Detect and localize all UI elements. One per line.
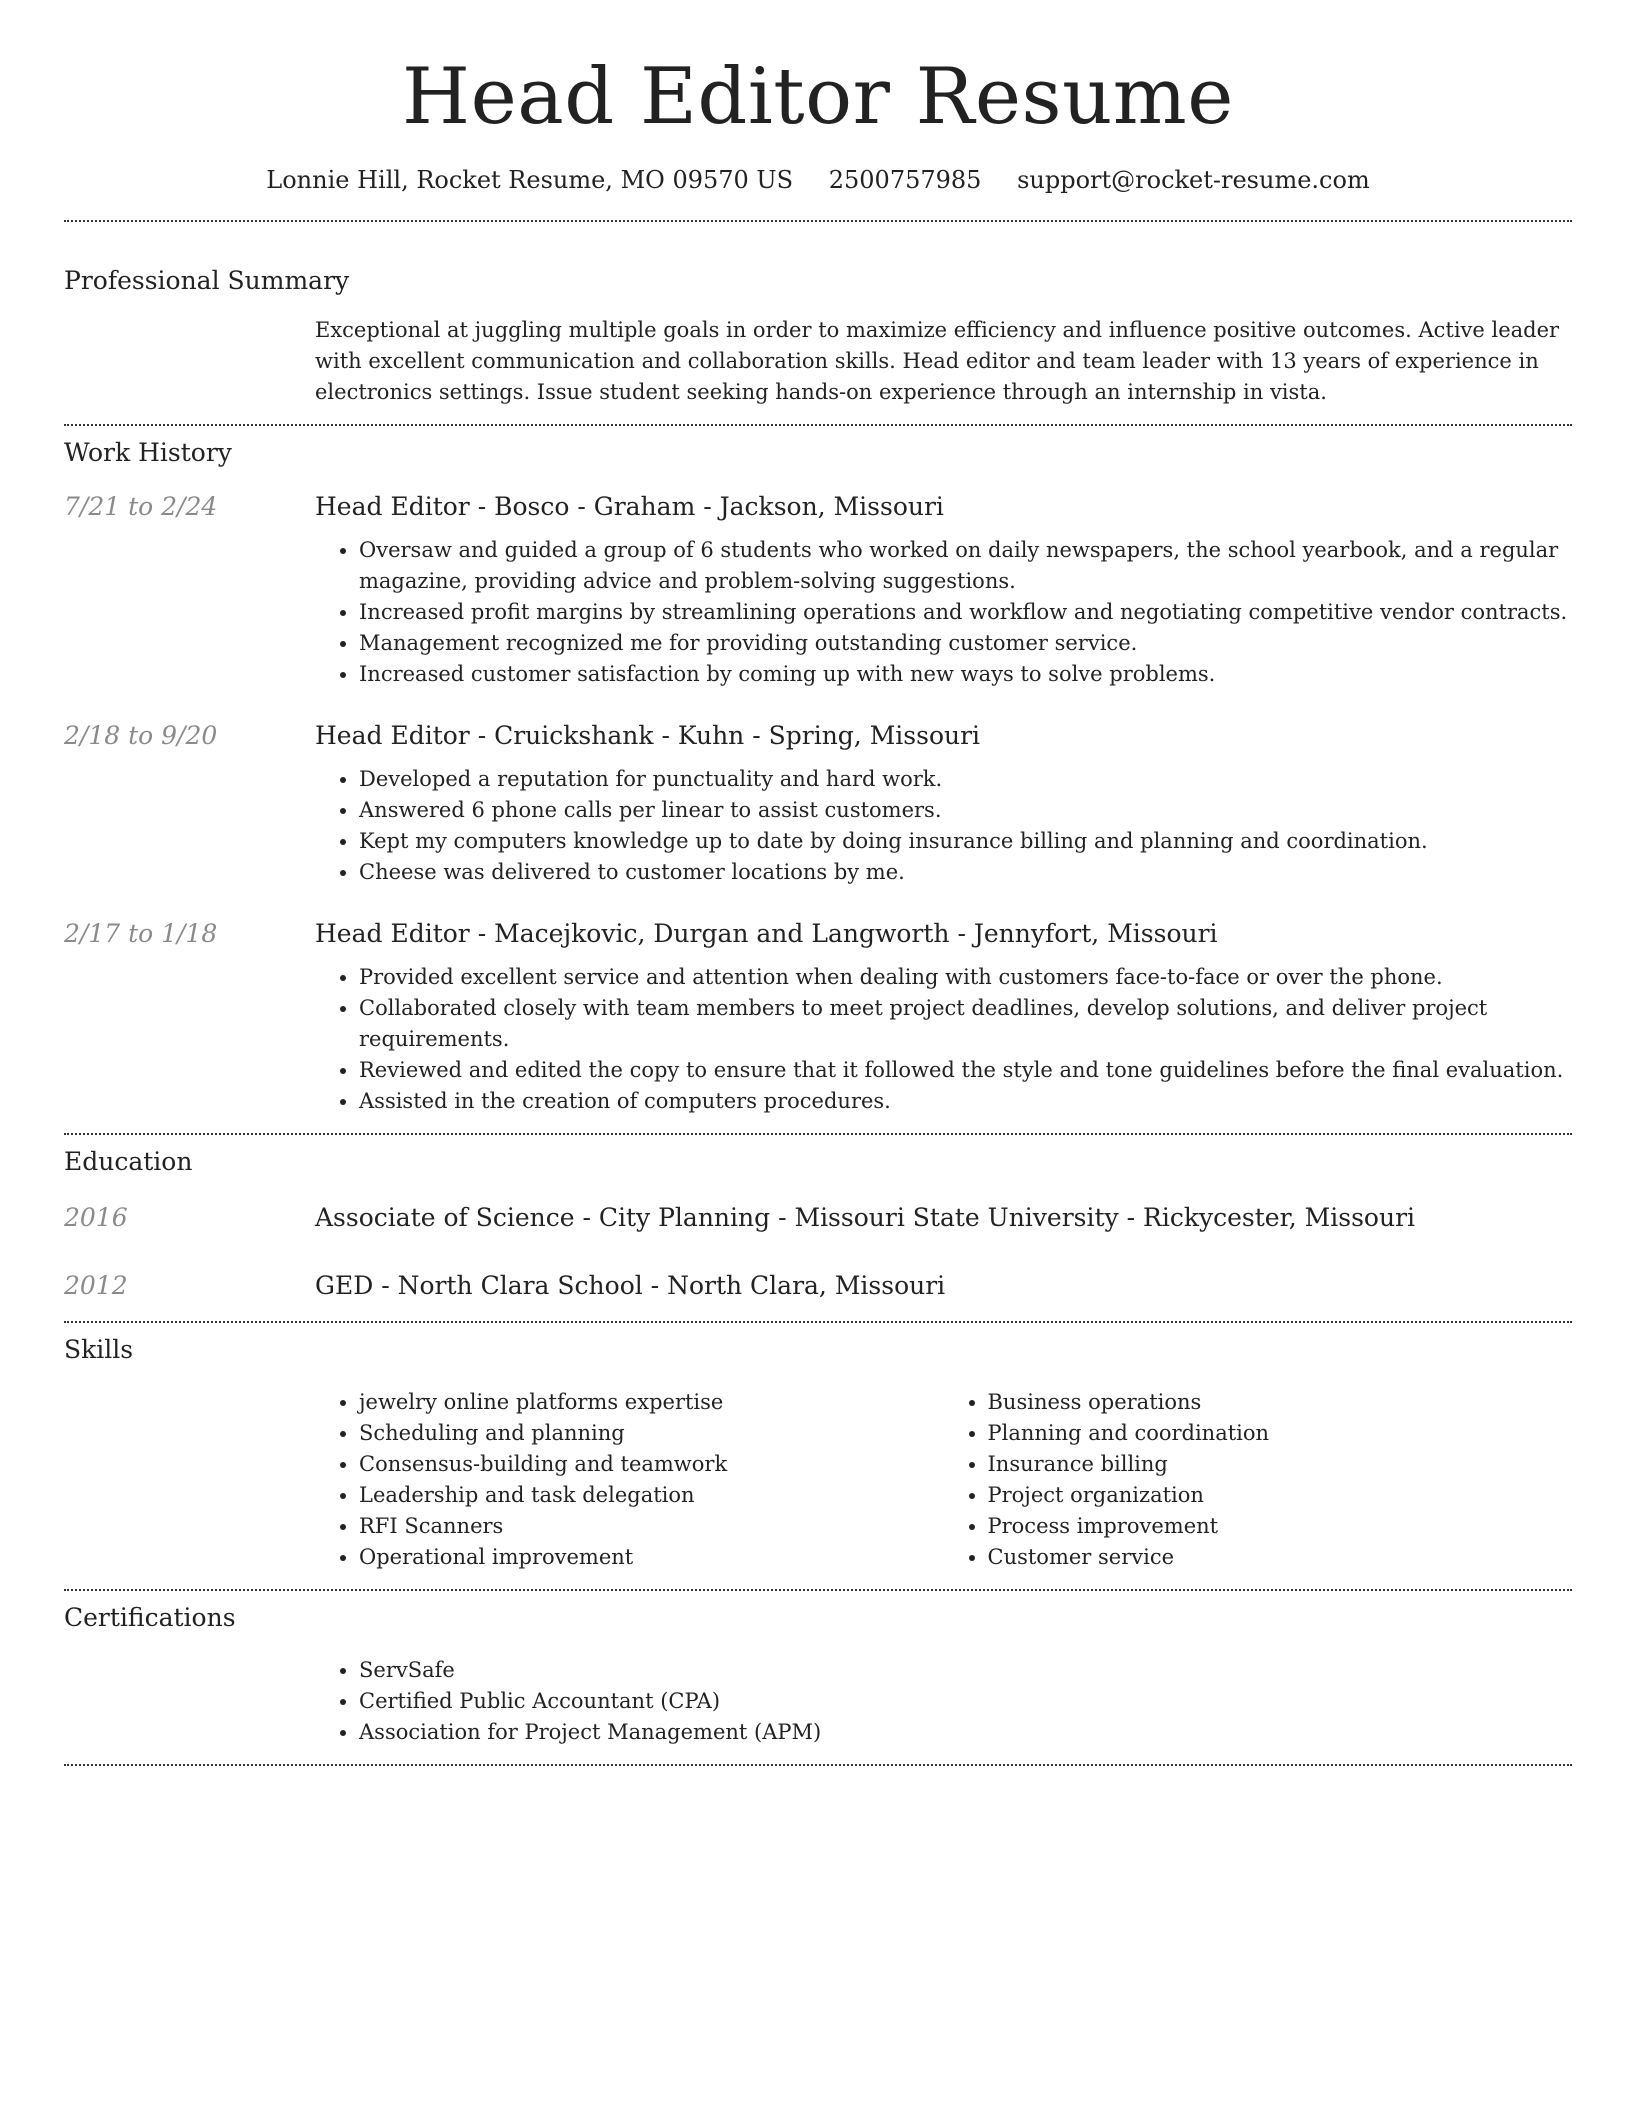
job-bullets [315, 535, 1572, 690]
job-dates: 2/18 to 9/20 [64, 720, 218, 750]
divider [64, 1764, 1572, 1766]
skill-item: • RFI Scanners [359, 1511, 944, 1542]
job-dates: 2/17 to 1/18 [64, 918, 218, 948]
certification-item: • Certified Public Accountant (CPA) [359, 1686, 1572, 1717]
skill-item: • Consensus-building and teamwork [359, 1449, 944, 1480]
education-year: 2012 [64, 1270, 128, 1300]
skills-list-right [944, 1387, 1573, 1573]
contact-line [64, 166, 1572, 195]
education-text: GED - North Clara School - North Clara, Missouri [315, 1270, 946, 1300]
divider [64, 424, 1572, 426]
job-title: Head Editor - Macejkovic, Durgan and Langworth - Jennyfort, Missouri [315, 918, 1218, 948]
work-history-heading: Work History [64, 437, 232, 467]
skill-item: • jewelry online platforms expertise [359, 1387, 944, 1418]
education-year: 2016 [64, 1202, 128, 1232]
job-title: Head Editor - Cruickshank - Kuhn - Spring, Missouri [315, 720, 981, 750]
skill-item: • Process improvement [988, 1511, 1573, 1542]
skill-item: • Business operations [988, 1387, 1573, 1418]
job-bullet: • Cheese was delivered to customer locations by me. [359, 857, 1572, 888]
skill-item: • Scheduling and planning [359, 1418, 944, 1449]
contact-phone: 2500757985 [828, 166, 982, 194]
education-entry [64, 1271, 1572, 1301]
job-bullet: • Developed a reputation for punctuality and hard work. [359, 764, 1572, 795]
summary-heading: Professional Summary [64, 265, 350, 295]
skills-heading: Skills [64, 1334, 134, 1364]
job-bullet: • Oversaw and guided a group of 6 students who worked on daily newspapers, the school yearbook, and a regular magazine, providing advice and problem-solving suggestions. [359, 535, 1572, 597]
job-entry [64, 492, 1572, 690]
job-entry [64, 721, 1572, 888]
certifications-section [64, 1603, 1572, 1748]
job-bullet: • Answered 6 phone calls per linear to assist customers. [359, 795, 1572, 826]
education-section [64, 1147, 1572, 1301]
summary-section [64, 266, 1572, 408]
job-bullets [315, 962, 1572, 1117]
divider [64, 1321, 1572, 1323]
job-bullet: • Increased profit margins by streamlining operations and workflow and negotiating competitive vendor contracts. [359, 597, 1572, 628]
certifications-heading: Certifications [64, 1602, 236, 1632]
divider [64, 1133, 1572, 1135]
job-dates: 7/21 to 2/24 [64, 491, 218, 521]
resume-title: Head Editor Resume [402, 52, 1234, 142]
skill-item: • Operational improvement [359, 1542, 944, 1573]
job-bullet: • Kept my computers knowledge up to date by doing insurance billing and planning and coordination. [359, 826, 1572, 857]
education-text: Associate of Science - City Planning - Missouri State University - Rickycester, Missouri [315, 1202, 1416, 1232]
job-bullet: • Reviewed and edited the copy to ensure that it followed the style and tone guidelines before the final evaluation. [359, 1055, 1572, 1086]
skill-item: • Planning and coordination [988, 1418, 1573, 1449]
certification-item: • ServSafe [359, 1655, 1572, 1686]
education-heading: Education [64, 1146, 193, 1176]
job-bullet: • Provided excellent service and attention when dealing with customers face-to-face or over the phone. [359, 962, 1572, 993]
job-bullet: • Assisted in the creation of computers procedures. [359, 1086, 1572, 1117]
skills-list-left [315, 1387, 944, 1573]
education-entry [64, 1203, 1572, 1233]
job-bullet: • Collaborated closely with team members to meet project deadlines, develop solutions, and deliver project requirements. [359, 993, 1572, 1055]
job-entry [64, 919, 1572, 1117]
certifications-list [315, 1655, 1572, 1748]
job-bullet: • Management recognized me for providing outstanding customer service. [359, 628, 1572, 659]
work-history-section [64, 438, 1572, 1117]
resume-page [64, 0, 1572, 1766]
skill-item: • Leadership and task delegation [359, 1480, 944, 1511]
job-bullet: • Increased customer satisfaction by coming up with new ways to solve problems. [359, 659, 1572, 690]
divider [64, 1589, 1572, 1591]
divider [64, 220, 1572, 222]
job-bullets [315, 764, 1572, 888]
contact-address: Lonnie Hill, Rocket Resume, MO 09570 US [266, 166, 794, 194]
contact-email: support@rocket-resume.com [1017, 166, 1370, 194]
skill-item: • Customer service [988, 1542, 1573, 1573]
skill-item: • Insurance billing [988, 1449, 1573, 1480]
summary-text: Exceptional at juggling multiple goals in order to maximize efficiency and influence positive outcomes. Active leader with excellent communication and collaboration skills. Head editor and team leader with 13 years of experience in electronics settings. Issue student seeking hands-on experience through an internship in vista. [315, 317, 1560, 404]
job-title: Head Editor - Bosco - Graham - Jackson, Missouri [315, 491, 944, 521]
certification-item: • Association for Project Management (APM) [359, 1717, 1572, 1748]
skills-section [64, 1335, 1572, 1573]
skill-item: • Project organization [988, 1480, 1573, 1511]
